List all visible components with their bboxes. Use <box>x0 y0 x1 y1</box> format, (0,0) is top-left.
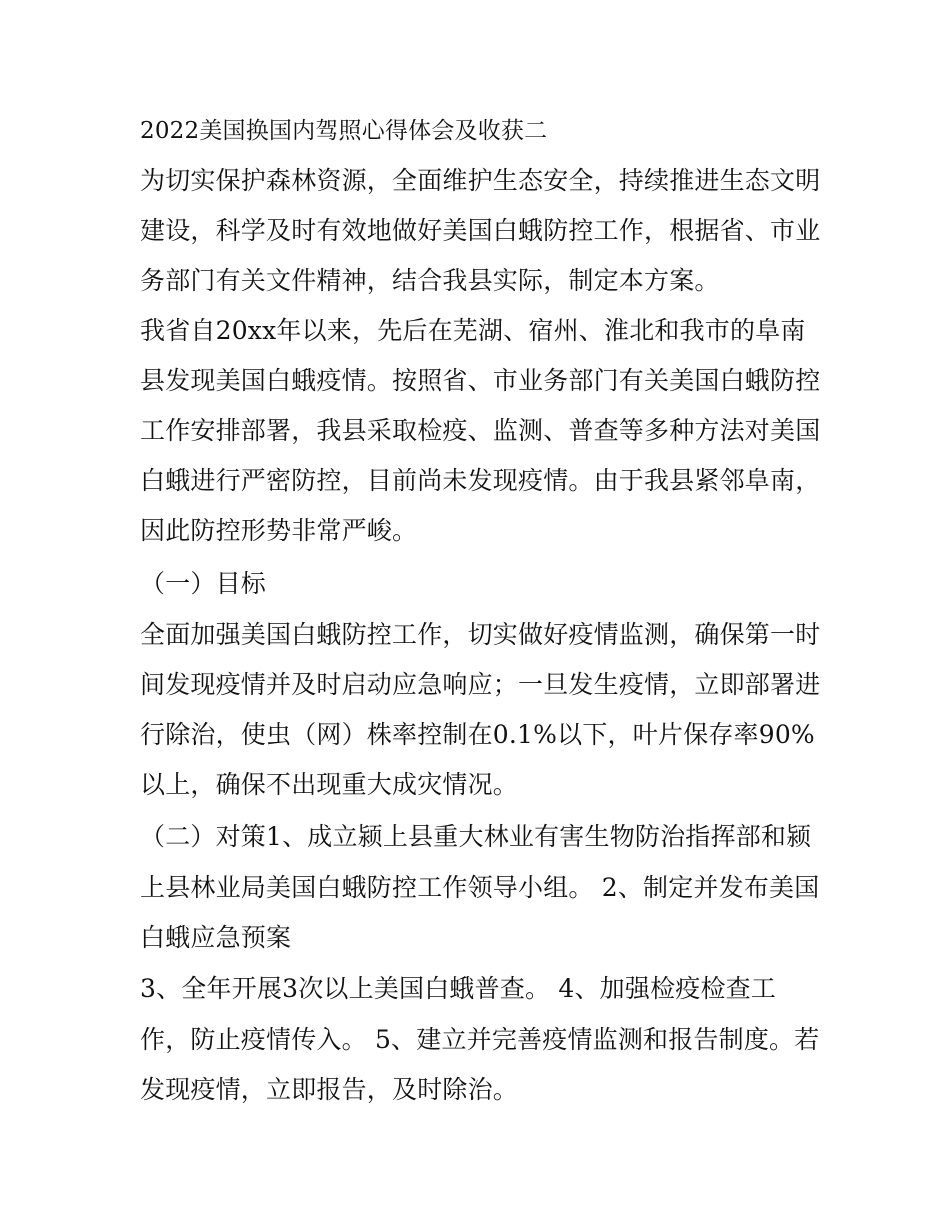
paragraph-line: 白蛾应急预案 <box>140 923 292 952</box>
paragraph-line: 上县林业局美国白蛾防控工作领导小组。 2、制定并发布美国 <box>140 873 820 902</box>
document-title: 2022美国换国内驾照心得体会及收获二 <box>140 118 548 144</box>
paragraph-line: （二）对策1、成立颍上县重大林业有害生物防治指挥部和颍 <box>140 822 812 851</box>
paragraph-line: 工作安排部署，我县采取检疫、监测、普查等多种方法对美国 <box>140 416 821 445</box>
paragraph-line: 作，防止疫情传入。 5、建立并完善疫情监测和报告制度。若 <box>140 1025 820 1054</box>
paragraph-line: 为切实保护森林资源，全面维护生态安全，持续推进生态文明 <box>140 166 821 195</box>
paragraph-line: 3、全年开展3次以上美国白蛾普查。 4、加强检疫检查工 <box>140 974 777 1003</box>
paragraph-line: 发现疫情，立即报告，及时除治。 <box>140 1075 519 1104</box>
paragraph-line: 间发现疫情并及时启动应急响应；一旦发生疫情，立即部署进 <box>140 670 821 699</box>
paragraph-line: 务部门有关文件精神，结合我县实际，制定本方案。 <box>140 266 720 295</box>
paragraph-line: 因此防控形势非常严峻。 <box>140 516 418 545</box>
paragraph-line: 县发现美国白蛾疫情。按照省、市业务部门有关美国白蛾防控 <box>140 366 821 395</box>
paragraph-line: 以上，确保不出现重大成灾情况。 <box>140 770 519 799</box>
paragraph-line: 我省自20xx年以来，先后在芜湖、宿州、淮北和我市的阜南 <box>140 316 806 345</box>
paragraph-line: 建设，科学及时有效地做好美国白蛾防控工作，根据省、市业 <box>140 216 821 245</box>
paragraph-line: 行除治，使虫（网）株率控制在0.1%以下，叶片保存率90% <box>140 720 815 749</box>
paragraph-line: 白蛾进行严密防控，目前尚未发现疫情。由于我县紧邻阜南， <box>140 466 821 495</box>
paragraph-line: 全面加强美国白蛾防控工作，切实做好疫情监测，确保第一时 <box>140 620 821 649</box>
section-heading: （一）目标 <box>140 569 267 598</box>
